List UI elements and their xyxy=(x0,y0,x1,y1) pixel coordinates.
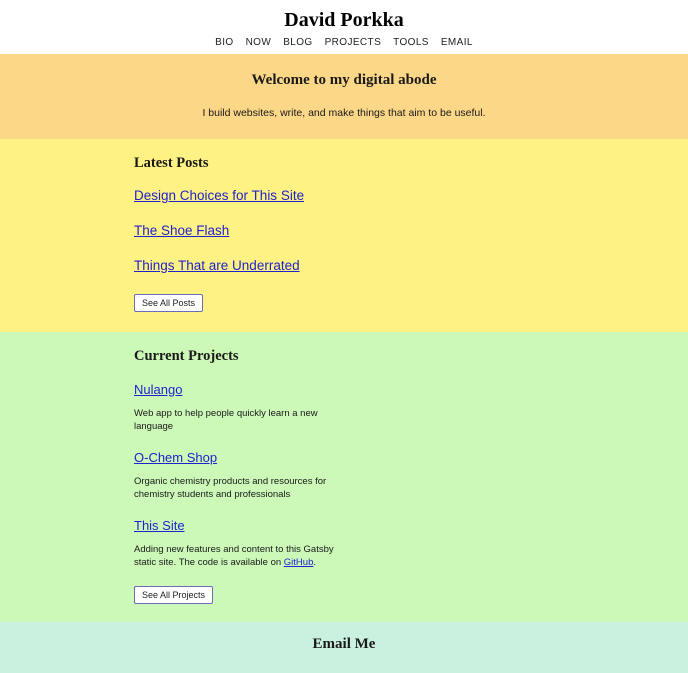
nav-item-email[interactable]: EMAIL xyxy=(440,37,473,48)
hero-heading: Welcome to my digital abode xyxy=(251,72,437,88)
see-all-posts-button[interactable]: See All Posts xyxy=(134,294,203,312)
email-section xyxy=(0,622,688,673)
nav-item-now[interactable]: NOW xyxy=(245,37,272,48)
nav-item-bio[interactable]: BIO xyxy=(215,37,234,48)
hero-subtext: I build websites, write, and make things that aim to be useful. xyxy=(202,107,486,119)
email-heading: Email Me xyxy=(312,636,376,652)
current-projects-section xyxy=(0,332,688,622)
nav-item-tools[interactable]: TOOLS xyxy=(393,37,429,48)
project-description-text: Adding new features and content to this Gatsby static site. The code is available on xyxy=(134,544,334,568)
latest-posts-inner xyxy=(134,155,554,312)
see-all-projects-button[interactable]: See All Projects xyxy=(134,586,213,604)
project-link[interactable]: Nulango xyxy=(134,382,183,397)
site-header xyxy=(0,0,688,54)
email-inner xyxy=(134,636,554,653)
site-title: David Porkka xyxy=(284,9,404,31)
github-link[interactable]: GitHub xyxy=(283,557,314,568)
project-description xyxy=(134,543,349,569)
hero-inner xyxy=(134,72,554,119)
post-link[interactable]: The Shoe Flash xyxy=(134,223,230,238)
latest-posts-heading: Latest Posts xyxy=(134,155,209,171)
main-navigation xyxy=(0,37,688,48)
hero-section xyxy=(0,54,688,139)
post-link[interactable]: Design Choices for This Site xyxy=(134,188,305,203)
project-description: Web app to help people quickly learn a new language xyxy=(134,408,318,432)
project-description-suffix: . xyxy=(313,557,317,568)
post-link[interactable]: Things That are Underrated xyxy=(134,258,300,273)
latest-posts-section xyxy=(0,139,688,332)
project-description: Organic chemistry products and resources for chemistry students and professionals xyxy=(134,476,327,500)
nav-item-projects[interactable]: PROJECTS xyxy=(324,37,382,48)
nav-item-blog[interactable]: BLOG xyxy=(283,37,313,48)
current-projects-heading: Current Projects xyxy=(134,348,239,364)
current-projects-inner xyxy=(134,348,554,604)
project-item xyxy=(134,449,554,501)
project-item xyxy=(134,381,554,433)
project-link[interactable]: This Site xyxy=(134,518,185,533)
project-item xyxy=(134,517,554,569)
project-link[interactable]: O-Chem Shop xyxy=(134,450,218,465)
